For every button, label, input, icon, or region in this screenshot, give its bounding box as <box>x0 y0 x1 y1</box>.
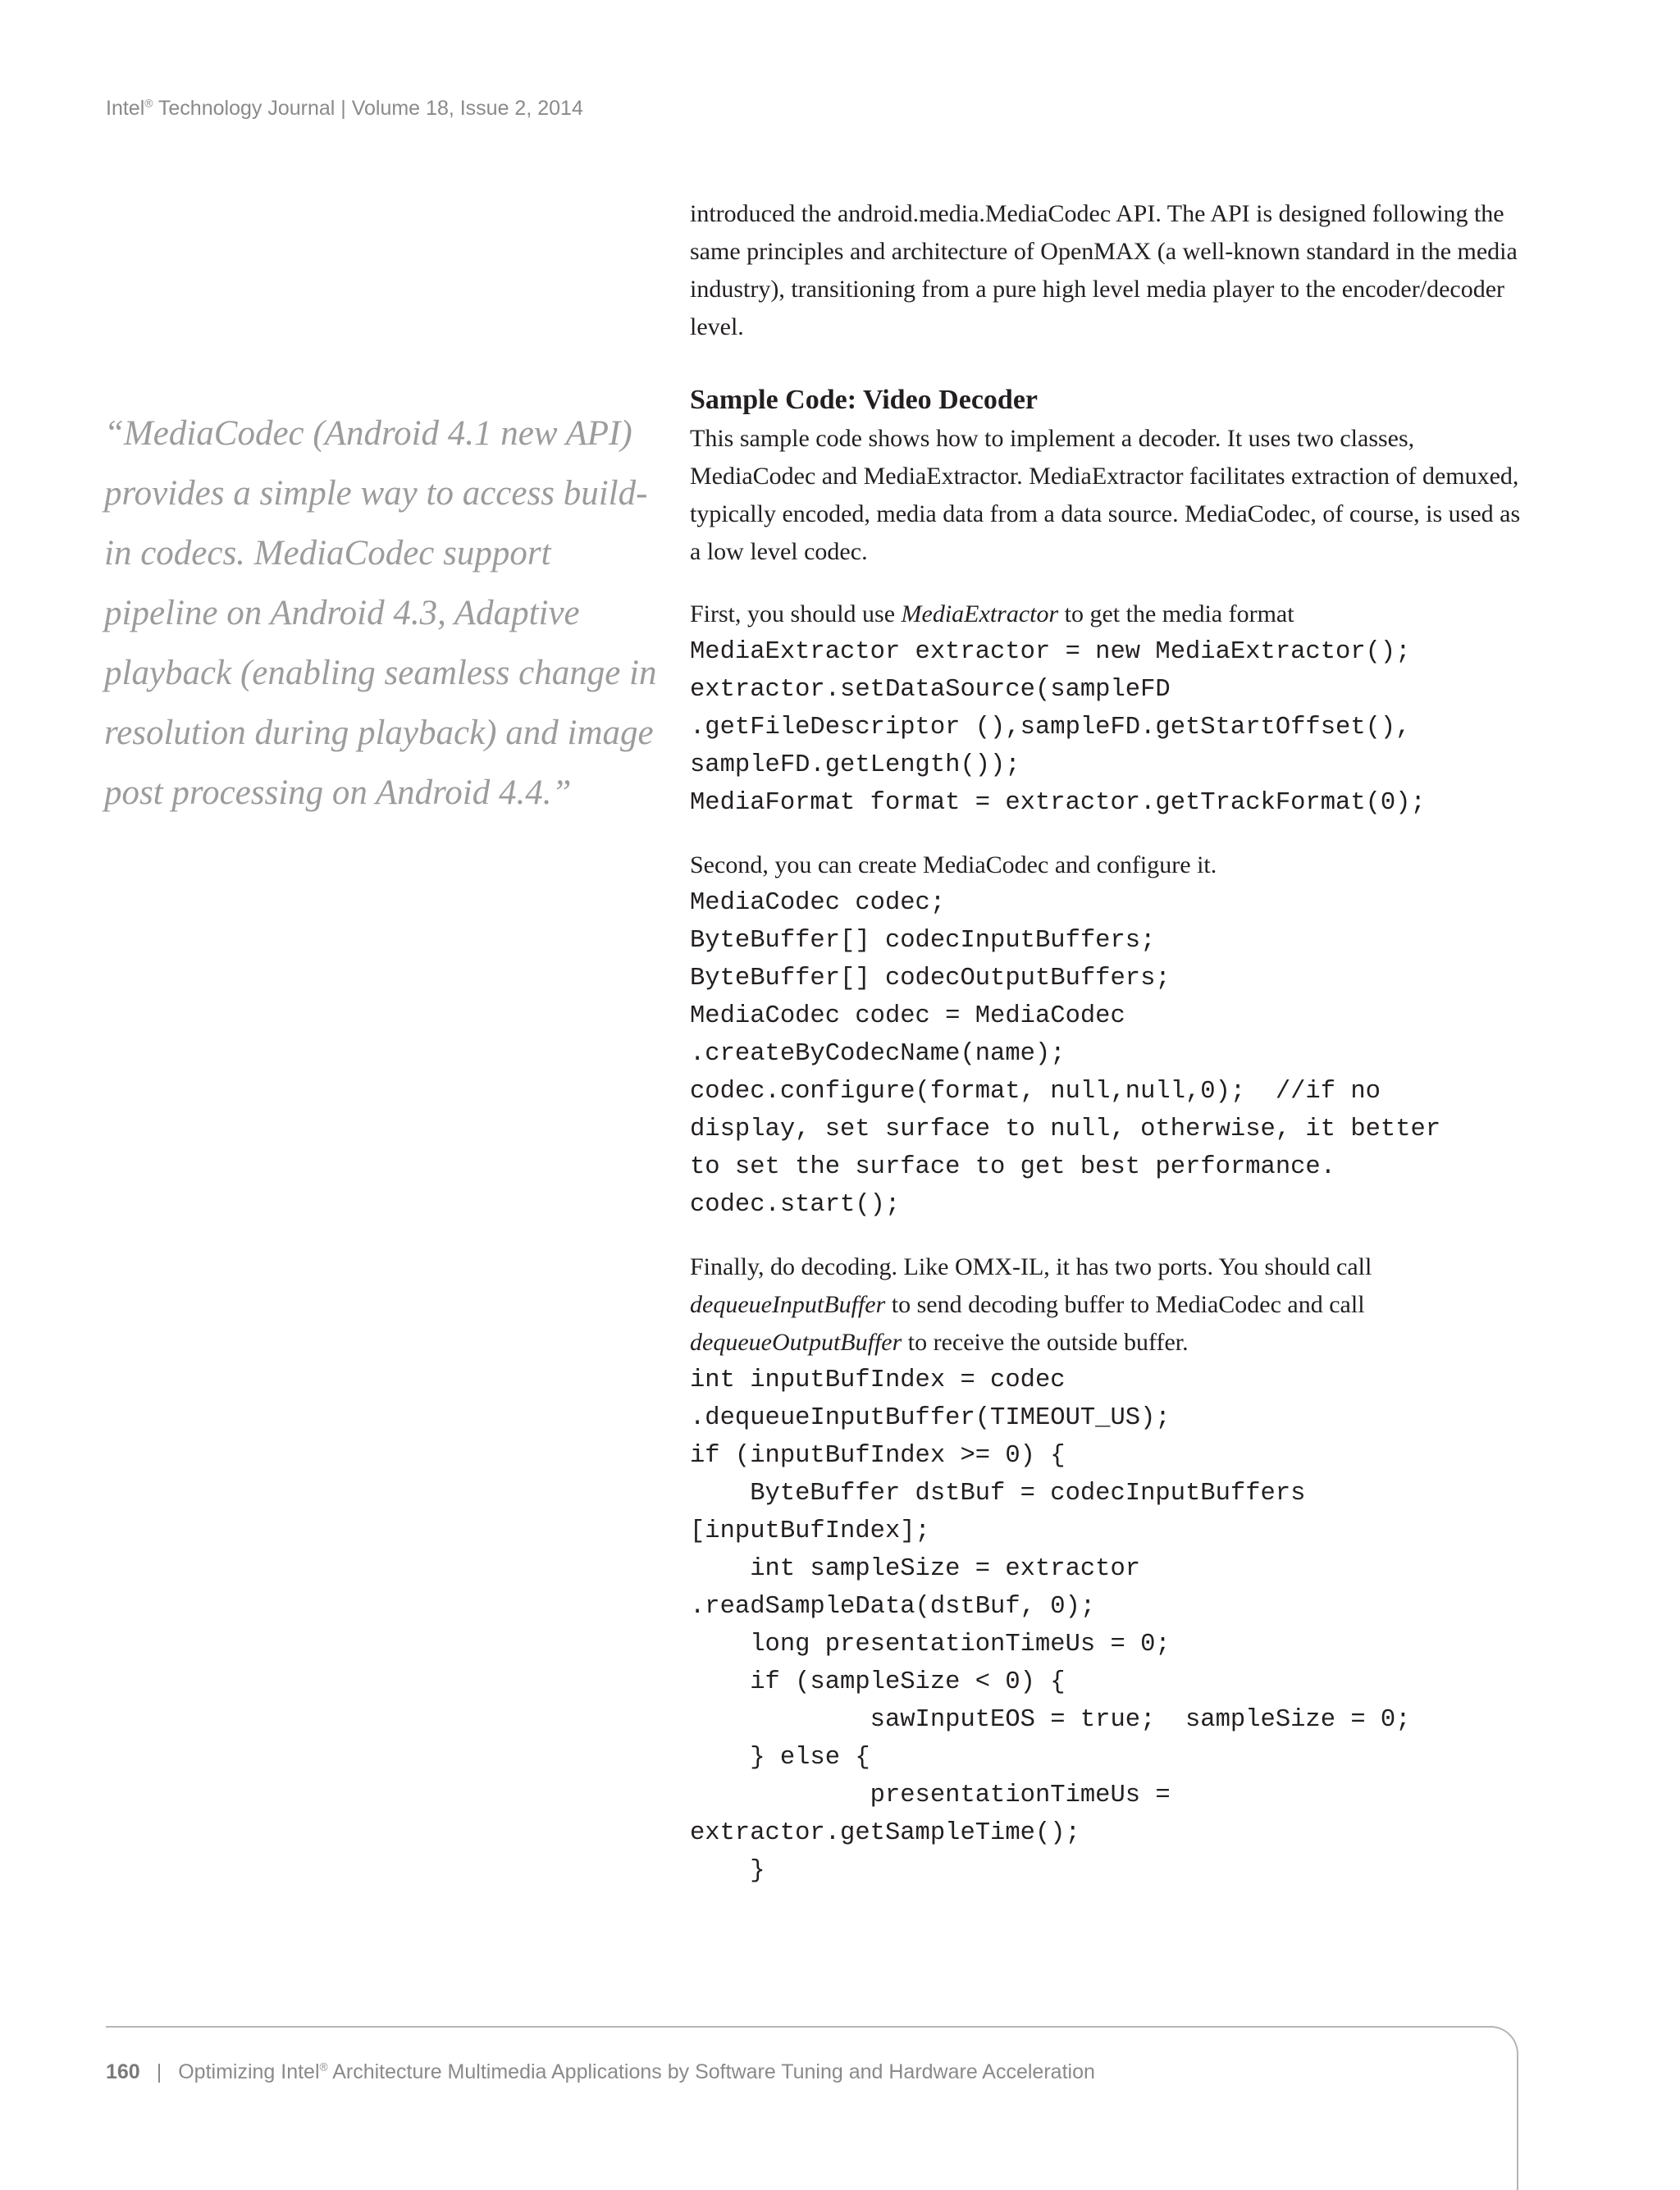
code-block-extractor: MediaExtractor extractor = new MediaExtractor(); extractor.setDataSource(sampleFD .getFileDescriptor (),sampleFD.getStartOffset(), sampleFD.getLength()); MediaFormat format = extractor.getTrackFormat(0); <box>690 638 1426 817</box>
footer-title-end: Architecture Multimedia Applications by Software Tuning and Hardware Acceleration <box>327 2060 1095 2083</box>
pull-quote: “MediaCodec (Android 4.1 new API) provides a simple way to access build-in codecs. MediaCodec support pipeline on Android 4.3, Adaptive playback (enabling seamless change in resolution during playback) and image post processing on Android 4.4.” <box>104 414 657 812</box>
header-brand: Intel <box>106 97 145 120</box>
first-step-text: First, you should use <box>690 600 902 627</box>
section-heading: Sample Code: Video Decoder <box>690 385 1039 415</box>
first-step-emphasis: MediaExtractor <box>901 600 1059 627</box>
footer-separator: | <box>156 2060 162 2083</box>
main-text-column <box>690 195 1527 1890</box>
final-step-paragraph <box>690 1248 1527 1362</box>
final-step-emphasis-output: dequeueOutputBuffer <box>690 1329 902 1356</box>
final-step-text-end: to receive the outside buffer. <box>902 1329 1189 1356</box>
page-footer <box>106 2060 1095 2084</box>
final-step-emphasis-input: dequeueInputBuffer <box>690 1291 886 1318</box>
final-step-text: Finally, do decoding. Like OMX-IL, it has two ports. You should call <box>690 1253 1372 1280</box>
code-block-declarations: MediaCodec codec; ByteBuffer[] codecInputBuffers; ByteBuffer[] codecOutputBuffers; <box>690 889 1171 992</box>
footer-title-start: Optimizing Intel <box>178 2060 320 2083</box>
first-step-text-end: to get the media format <box>1058 600 1294 627</box>
running-header <box>106 97 583 121</box>
code-block-decoding: int inputBufIndex = codec .dequeueInputBuffer(TIMEOUT_US); if (inputBufIndex >= 0) { ByteBuffer dstBuf = codecInputBuffers [inputBufIndex]; int sampleSize = extractor .readSampleData(dstBuf, 0); long presentationTimeUs = 0; if (sampleSize < 0) { sawInputEOS = true; sampleSize = 0; } else { presentationTimeUs = extractor.getSampleTime(); } <box>690 1366 1411 1885</box>
page-number: 160 <box>106 2060 140 2083</box>
footer-article-title <box>178 2060 1095 2083</box>
header-journal-info: Technology Journal | Volume 18, Issue 2, 2014 <box>153 97 583 120</box>
second-step-paragraph: Second, you can create MediaCodec and configure it. <box>690 851 1217 878</box>
sample-code-paragraph: This sample code shows how to implement a decoder. It uses two classes, MediaCodec and MediaExtractor. MediaExtractor facilitates extraction of demuxed, typically encoded, media data from a data source. MediaCodec, of course, is used as a low level codec. <box>690 425 1521 565</box>
footer-registered-mark: ® <box>319 2060 328 2074</box>
code-block-configure: MediaCodec codec = MediaCodec .createByCodecName(name); codec.configure(format, null,null,0); //if no display, set surface to null, otherwise, it better to set the surface to get best performance. codec.start(); <box>690 1002 1441 1219</box>
header-registered-mark: ® <box>144 97 153 110</box>
final-step-text-middle: to send decoding buffer to MediaCodec and call <box>885 1291 1365 1318</box>
intro-paragraph: introduced the android.media.MediaCodec API. The API is designed following the same principles and architecture of OpenMAX (a well-known standard in the media industry), transitioning from a pure high level media player to the encoder/decoder level. <box>690 200 1518 340</box>
first-step-paragraph <box>690 595 1527 633</box>
footer-rule <box>106 2026 1518 2190</box>
